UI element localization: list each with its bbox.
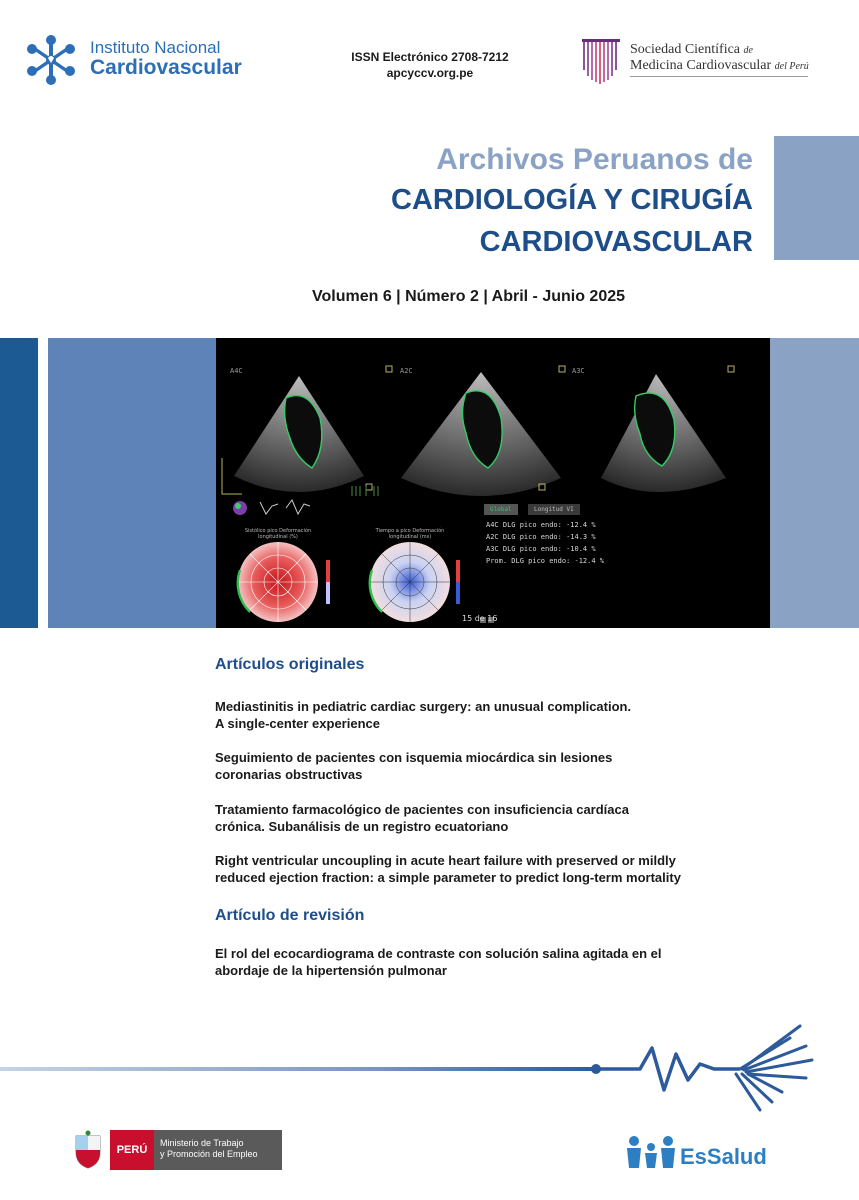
echo-sector-a3c (601, 374, 726, 492)
article-item[interactable] (215, 801, 775, 835)
peru-ministry-logo (72, 1130, 282, 1170)
article-title-line1: Right ventricular uncoupling in acute heart failure with preserved or mildly (215, 853, 676, 868)
tab-longitud-vi[interactable]: Longitud VI (528, 504, 580, 515)
inc-name-line2: Cardiovascular (90, 56, 242, 79)
strain-readout-a4c: A4C DLG pico endo: -12.4 % (486, 521, 596, 529)
tab-global[interactable]: Global (484, 504, 518, 515)
peru-label: PERÚ (110, 1130, 154, 1170)
view-label-a2c: A2C (400, 367, 413, 375)
journal-title-line2: CARDIOLOGÍA Y CIRUGÍA (391, 184, 753, 216)
view-label-a4c: A4C (230, 367, 243, 375)
volume-issue: Volumen 6 | Número 2 | Abril - Junio 2025 (312, 288, 626, 305)
journal-title-line1: Archivos Peruanos de (436, 143, 753, 176)
view-label-a3c: A3C (572, 367, 585, 375)
echocardiogram-image (216, 338, 770, 628)
issn-block (330, 50, 530, 80)
section-heading-revision: Artículo de revisión (215, 907, 365, 924)
journal-title-line3: CARDIOVASCULAR (479, 226, 753, 258)
image-page-counter: 15 de 16 (462, 614, 498, 623)
article-title-line1: El rol del ecocardiograma de contraste con solución salina agitada en el (215, 946, 662, 961)
essalud-family-icon (624, 1134, 678, 1170)
band-right-light (770, 338, 859, 628)
society-name-line2: Medicina Cardiovascular del Perú (630, 58, 809, 73)
article-title-line2: crónica. Subanálisis de un registro ecuatoriano (215, 819, 509, 834)
inc-name-line1: Instituto Nacional (90, 38, 221, 57)
strain-readout-a3c: A3C DLG pico endo: -10.4 % (486, 545, 596, 553)
article-item[interactable] (215, 852, 775, 886)
article-title-line2: A single-center experience (215, 716, 380, 731)
bullseye-time-title: Tiempo a pico Deformación longitudinal (ms) (375, 528, 445, 540)
echo-graphics (216, 338, 770, 628)
society-logo (580, 36, 840, 88)
article-title-line1: Seguimiento de pacientes con isquemia miocárdica sin lesiones (215, 750, 613, 765)
article-title-line2: reduced ejection fraction: a simple parameter to predict long-term mortality (215, 870, 681, 885)
strain-readout-a2c: A2C DLG pico endo: -14.3 % (486, 533, 596, 541)
article-title-line1: Mediastinitis in pediatric cardiac surgery: an unusual complication. (215, 699, 632, 714)
article-item[interactable] (215, 749, 775, 783)
article-title-line2: abordaje de la hipertensión pulmonar (215, 963, 447, 978)
society-name-line1: Sociedad Científica de (630, 42, 753, 57)
issn-number: ISSN Electrónico 2708-7212 (351, 50, 509, 64)
society-fringe-icon (580, 36, 622, 86)
strain-bullseye-time (370, 542, 460, 622)
article-title-line2: coronarias obstructivas (215, 767, 363, 782)
article-item[interactable] (215, 945, 775, 979)
journal-url[interactable]: apcyccv.org.pe (386, 66, 474, 80)
heartbeat-line-graphic (0, 1018, 859, 1118)
title-accent-block (774, 136, 859, 260)
bullseye-peak-title: Sistólico pico Deformación longitudinal (%) (244, 528, 312, 540)
inc-snowflake-icon (22, 32, 80, 88)
strain-readout-avg: Prom. DLG pico endo: -12.4 % (486, 557, 605, 565)
ministry-name: Ministerio de Trabajo y Promoción del Empleo (154, 1130, 282, 1170)
band-left-light (48, 338, 216, 628)
section-heading-originales: Artículos originales (215, 656, 365, 673)
echo-sector-a2c (401, 372, 561, 496)
echo-sector-a4c (234, 376, 364, 492)
society-underline (630, 76, 808, 77)
band-left-dark (0, 338, 38, 628)
essalud-name: EsSalud (680, 1144, 767, 1169)
strain-bullseye-peak (238, 542, 330, 622)
article-item[interactable] (215, 698, 775, 732)
inc-logo (22, 32, 262, 88)
essalud-logo (624, 1134, 774, 1170)
article-title-line1: Tratamiento farmacológico de pacientes con insuficiencia cardíaca (215, 802, 629, 817)
peru-shield-icon (72, 1130, 104, 1170)
